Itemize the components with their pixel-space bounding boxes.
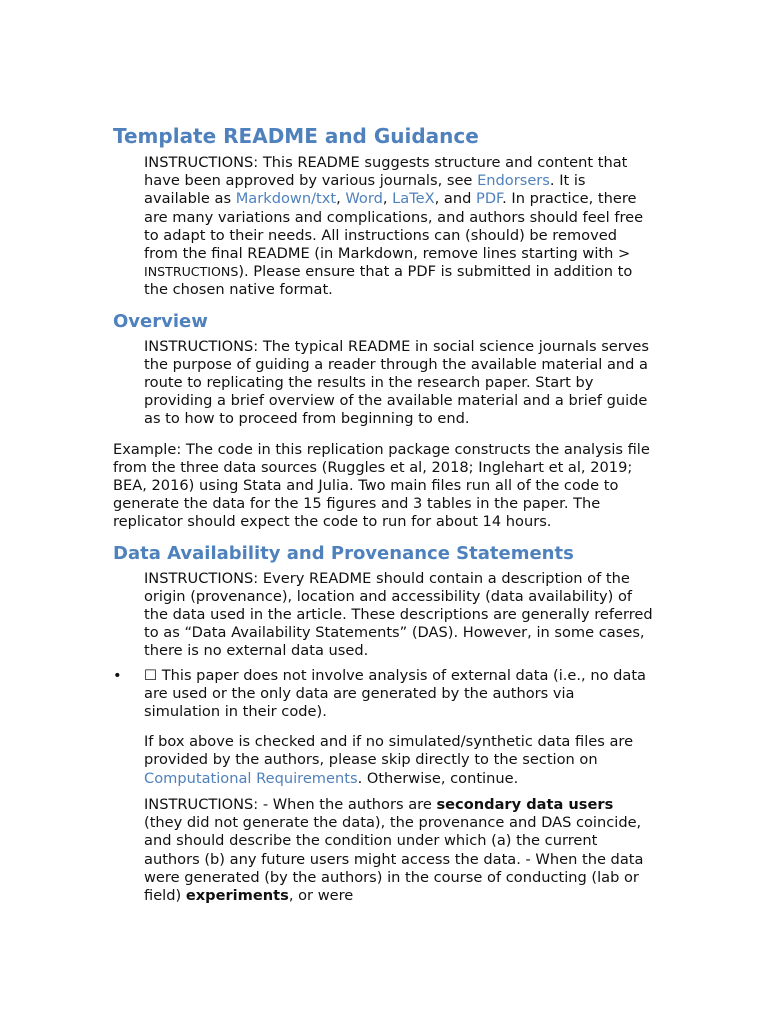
overview-instructions: INSTRUCTIONS: The typical README in social science journals serves the purpose of guiding a reader through the available material and a route to replicating the results in the research paper. Start by providing a brief overview of the available material and a brief guide as to how to proceed from beginning to end. xyxy=(144,337,650,428)
bullet-icon: • xyxy=(113,666,122,684)
markdown-link[interactable]: Markdown/txt xyxy=(235,190,337,208)
word-link[interactable]: Word xyxy=(345,190,383,208)
readme-document xyxy=(113,120,653,905)
intro-text: . It is available as xyxy=(144,172,586,208)
instructions-text: (they did not generate the data), the provenance and DAS coincide, and should describe the condition under which (a) the current authors (b) any future users might access the data. - When the data were generated (by the authors) in the course of conducting (lab or field) xyxy=(144,814,644,904)
das-instructions-2 xyxy=(144,796,653,905)
overview-example: Example: The code in this replication package constructs the analysis file from the three data sources (Ruggles et al, 2018; Inglehart et al, 2019; BEA, 2016) using Stata and Julia. Two main files run all of the code to generate the data for the 15 figures and 3 tables in the paper. The replicator should expect the code to run for about 14 hours. xyxy=(113,440,650,531)
skip-text: If box above is checked and if no simulated/synthetic data files are provided by the authors, please skip directly to the section on xyxy=(144,733,634,769)
bold-term: experiments xyxy=(185,886,289,904)
intro-text: . In practice, there are many variations and complications, and authors should feel free to adapt to their needs. All instructions can (should) be removed from the final README (in Markdown, remove lines starting with > xyxy=(144,190,644,263)
separator: , xyxy=(336,190,346,208)
endorsers-link[interactable]: Endorsers xyxy=(477,172,550,190)
overview-heading: Overview xyxy=(113,310,208,332)
latex-link[interactable]: LaTeX xyxy=(392,190,435,208)
bold-term: secondary data users xyxy=(436,795,614,813)
intro-text: INSTRUCTIONS: This README suggests structure and content that have been approved by various journals, see xyxy=(144,154,628,190)
instructions-keyword: INSTRUCTIONS xyxy=(144,264,239,280)
bullet-list-item xyxy=(113,666,653,722)
intro-text: ). Please ensure that a PDF is submitted in addition to the chosen native format. xyxy=(144,263,633,299)
separator: , xyxy=(382,190,393,208)
document-title: Template README and Guidance xyxy=(113,124,479,148)
skip-text: . Otherwise, continue. xyxy=(357,769,519,787)
das-instructions: INSTRUCTIONS: Every README should contain a description of the origin (provenance), location and accessibility (data availability) of the data used in the article. These descriptions are generally referred to as “Data Availability Statements” (DAS). However, in some cases, there is no external data used. xyxy=(144,569,653,660)
instructions-text: , or were xyxy=(288,886,354,904)
skip-instructions xyxy=(144,733,653,788)
separator: , and xyxy=(434,190,477,208)
instructions-text: INSTRUCTIONS: - When the authors are xyxy=(144,795,437,813)
intro-instructions xyxy=(144,154,653,300)
computational-requirements-link[interactable]: Computational Requirements xyxy=(144,769,358,787)
no-external-data-checkbox-item[interactable]: ☐ This paper does not involve analysis of external data (i.e., no data are used or the only data are generated by the authors via simulation in their code). xyxy=(144,666,647,721)
pdf-link[interactable]: PDF xyxy=(476,190,503,208)
das-heading: Data Availability and Provenance Statements xyxy=(113,542,574,564)
